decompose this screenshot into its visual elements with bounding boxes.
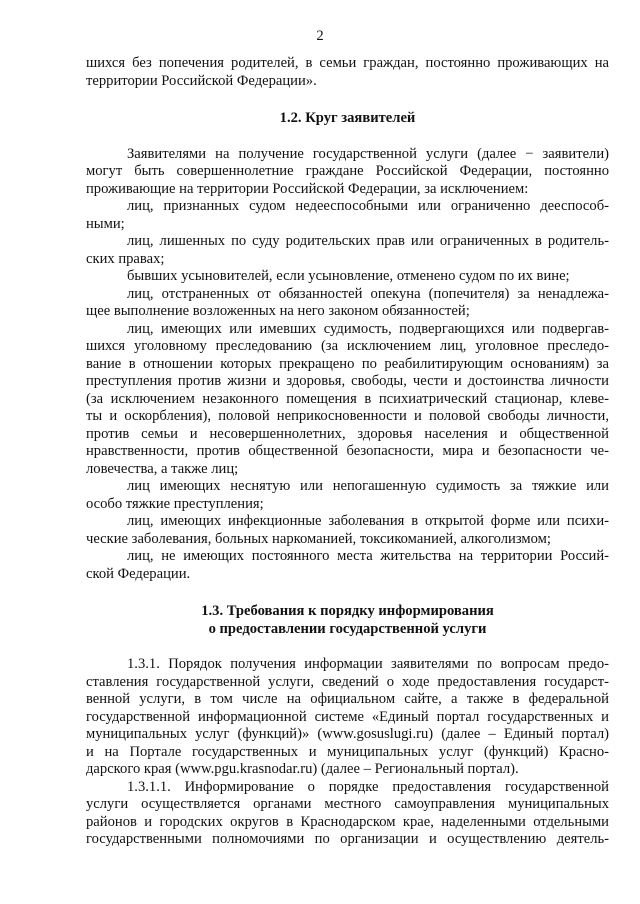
section-heading: 1.3. Требования к порядку информирования [201, 603, 494, 619]
text-line: 1.3.1.1. Информирование о порядке предоставления государственной [127, 778, 609, 795]
text-line: щее выполнение возложенных на него законом обязанностей; [86, 303, 470, 319]
page-number: 2 [316, 28, 324, 44]
text-line: вание в отношении которых прекращено по реабилитирующим основаниям) за [86, 355, 609, 372]
text-line: против семьи и несовершеннолетних, здоровья населения и общественной [86, 425, 609, 442]
text-line: и на Портале государственных и муниципальных услуг (функций) Красно- [86, 743, 609, 760]
text-line: Заявителями на получение государственной услуги (далее − заявители) [127, 145, 609, 162]
text-line: венной услуги, в том числе на официальном сайте, а также в федеральной [86, 691, 609, 707]
text-line: лиц, не имеющих постоянного места жительства на территории Россий- [127, 548, 609, 564]
text-line: проживающие на территории Российской Федерации, за исключением: [86, 180, 529, 197]
text-line: ческие заболевания, больных наркоманией, токсикоманией, алкоголизмом; [86, 530, 551, 547]
text-line: лиц, лишенных по суду родительских прав или ограниченных в родитель- [127, 233, 609, 249]
text-line: ты и оскорбления), половой неприкосновенности и половой свободы личности, [86, 408, 609, 424]
text-line: дарского края (www.pgu.krasnodar.ru) (далее – Региональный портал). [86, 761, 519, 777]
text-line: услуги осуществляется органами местного самоуправления муниципальных [86, 796, 609, 812]
text-line: преступления против жизни и здоровья, свободы, чести и достоинства личности [86, 373, 609, 389]
text-line: особо тяжкие преступления; [86, 495, 264, 512]
section-heading: о предоставлении государственной услуги [208, 620, 487, 637]
text-line: ловечества, а также лиц; [86, 460, 239, 477]
text-line: ской Федерации. [86, 565, 191, 582]
section-heading: 1.2. Круг заявителей [279, 110, 416, 126]
text-line: государственными полномочиями по организации и осуществлению деятель- [86, 831, 609, 847]
text-line: лиц, имеющих или имевших судимость, подвергающихся или подвергав- [127, 320, 609, 337]
text-line: ставления государственной услуги, сведений о ходе предоставления государст- [86, 673, 609, 690]
text-line: ских правах; [86, 250, 165, 267]
text-line: могут быть совершеннолетние граждане Российской Федерации, постоянно [86, 163, 609, 179]
text-line: шихся без попечения родителей, в семьи граждан, постоянно проживающих на [86, 55, 609, 71]
text-line: 1.3.1. Порядок получения информации заявителями по вопросам предо- [127, 656, 609, 672]
text-line: бывших усыновителей, если усыновление, отменено судом по их вине; [127, 268, 570, 284]
text-line: лиц, признанных судом недееспособными или ограниченно дееспособ- [127, 198, 609, 214]
text-line: шихся уголовному преследованию (за исключением лиц, уголовное преследо- [86, 338, 609, 354]
text-line: (за исключением незаконного помещения в психиатрический стационар, клеве- [86, 390, 609, 407]
text-line: муниципальных услуг (функций)» (www.gosuslugi.ru) (далее – Единый портал) [86, 726, 609, 742]
text-line: районов и городских округов в Краснодарском крае, наделенными отдельными [86, 813, 609, 830]
text-line: территории Российской Федерации». [86, 72, 317, 89]
text-line: государственной информационной системе «Единый портал государственных и [86, 708, 609, 725]
text-line: лиц, отстраненных от обязанностей опекуна (попечителя) за ненадлежа- [127, 285, 609, 302]
text-line: лиц, имеющих инфекционные заболевания в открытой форме или психи- [127, 513, 609, 529]
text-line: лиц имеющих неснятую или непогашенную судимость за тяжкие или [127, 478, 609, 494]
text-line: нравственности, против общественной безопасности, мира и безопасности че- [86, 443, 609, 459]
document-body [86, 55, 609, 849]
text-line: ными; [86, 215, 125, 232]
